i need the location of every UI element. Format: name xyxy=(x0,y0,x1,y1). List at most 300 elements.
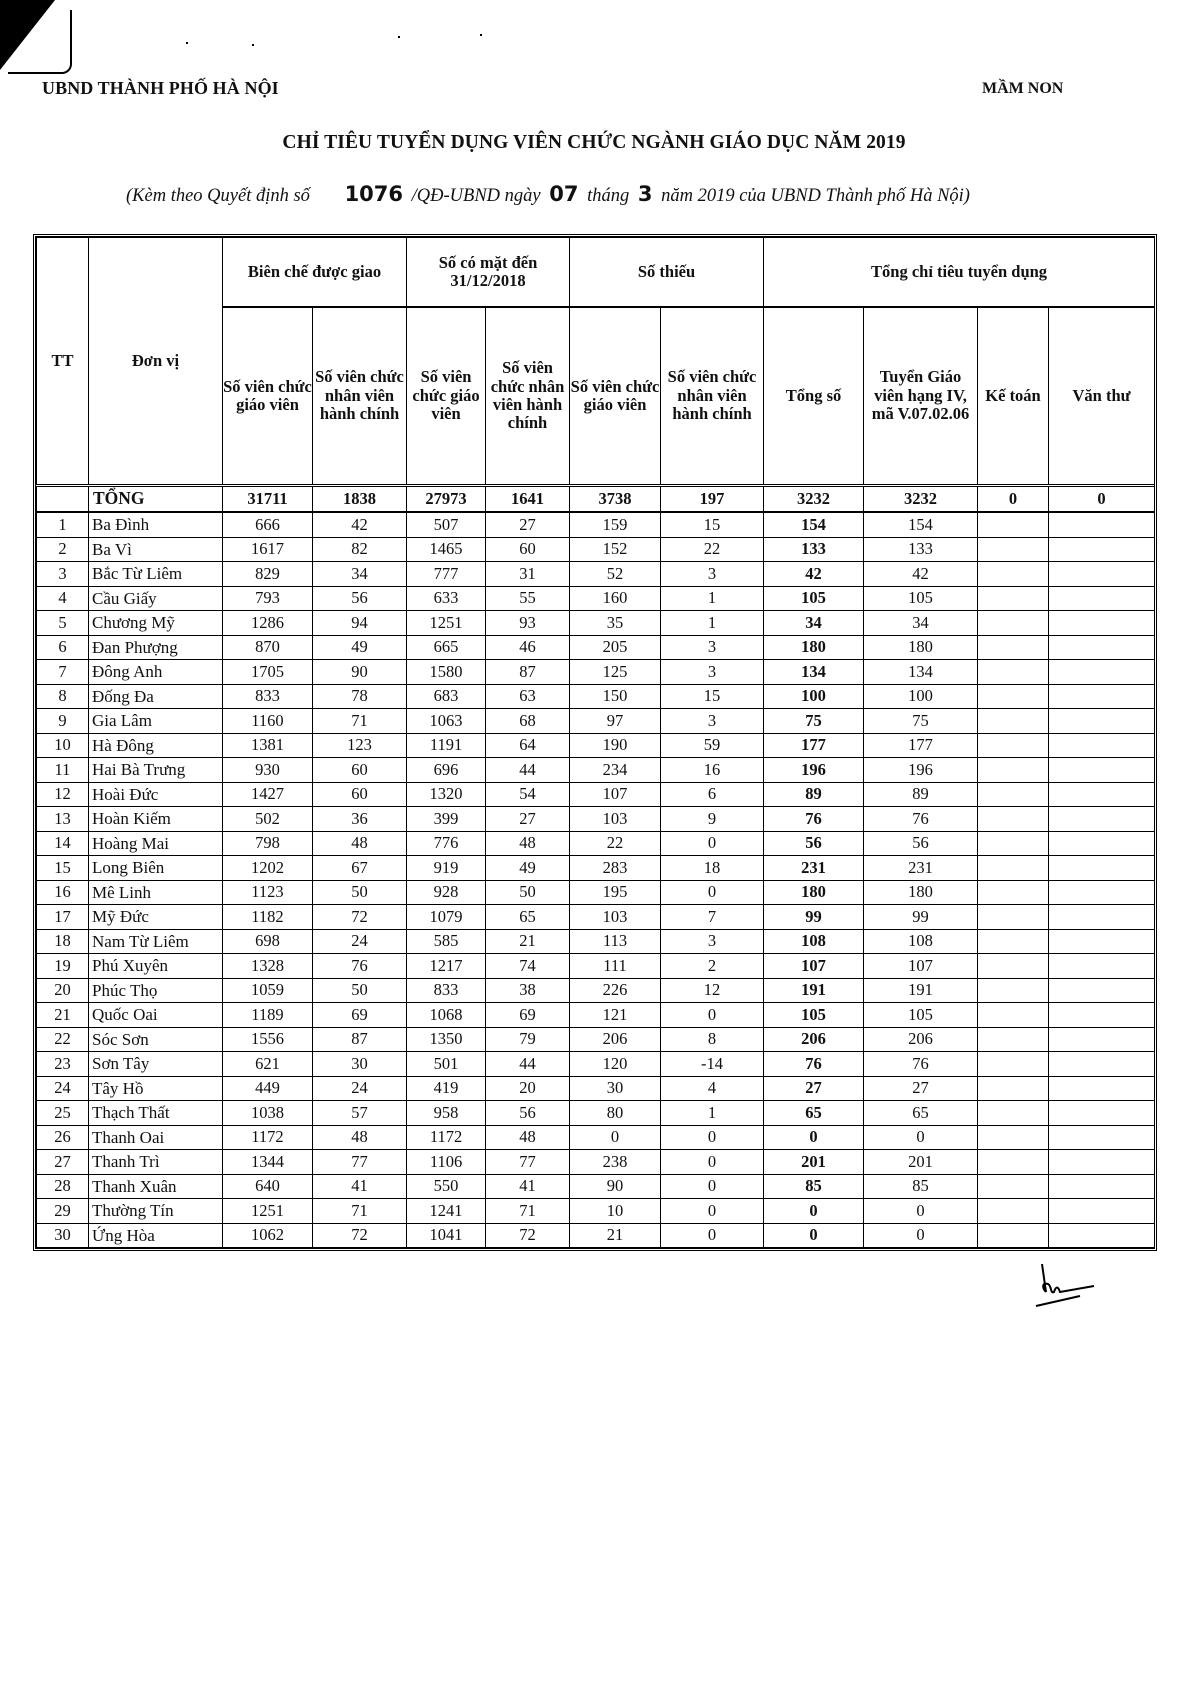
row-tt: 21 xyxy=(37,1003,89,1028)
row-cell: 78 xyxy=(313,684,407,709)
table-row xyxy=(37,880,1155,905)
row-cell: 1079 xyxy=(407,905,486,930)
row-cell: 120 xyxy=(570,1052,661,1077)
row-cell: 108 xyxy=(864,929,978,954)
total-row xyxy=(37,486,1155,513)
row-cell: 1172 xyxy=(223,1125,313,1150)
row-cell: 34 xyxy=(764,611,864,636)
row-unit: Ba Đình xyxy=(89,512,223,537)
row-cell: 65 xyxy=(764,1101,864,1126)
row-cell xyxy=(1049,954,1155,979)
document-title: CHỈ TIÊU TUYỂN DỤNG VIÊN CHỨC NGÀNH GIÁO DỤC NĂM 2019 xyxy=(282,132,906,153)
row-cell: 234 xyxy=(570,758,661,783)
row-cell: 44 xyxy=(486,758,570,783)
row-cell: 1062 xyxy=(223,1223,313,1248)
row-cell: 100 xyxy=(864,684,978,709)
row-cell: 7 xyxy=(661,905,764,930)
row-cell: 108 xyxy=(764,929,864,954)
row-unit: Hoài Đức xyxy=(89,782,223,807)
row-cell: 76 xyxy=(764,1052,864,1077)
decision-number: 1076 xyxy=(344,182,404,206)
row-cell: 0 xyxy=(864,1125,978,1150)
row-cell: 1465 xyxy=(407,537,486,562)
table-row xyxy=(37,954,1155,979)
row-cell xyxy=(1049,709,1155,734)
row-cell xyxy=(1049,537,1155,562)
row-cell: 49 xyxy=(313,635,407,660)
row-cell: 238 xyxy=(570,1150,661,1175)
row-cell: 1106 xyxy=(407,1150,486,1175)
row-tt: 15 xyxy=(37,856,89,881)
row-cell: 42 xyxy=(864,562,978,587)
row-cell: 103 xyxy=(570,807,661,832)
row-unit: Long Biên xyxy=(89,856,223,881)
row-tt: 14 xyxy=(37,831,89,856)
row-cell: 0 xyxy=(661,1003,764,1028)
row-cell: 0 xyxy=(864,1223,978,1248)
row-tt: 30 xyxy=(37,1223,89,1248)
row-cell xyxy=(1049,562,1155,587)
row-cell: 206 xyxy=(764,1027,864,1052)
education-level-label: MẦM NON xyxy=(982,80,1064,97)
row-cell: 76 xyxy=(864,1052,978,1077)
row-cell: 85 xyxy=(864,1174,978,1199)
row-cell xyxy=(978,954,1049,979)
document-subtitle xyxy=(126,182,970,207)
group-header-present: Số có mặt đến 31/12/2018 xyxy=(407,238,570,308)
row-cell: 776 xyxy=(407,831,486,856)
row-cell: 1123 xyxy=(223,880,313,905)
row-cell xyxy=(978,1174,1049,1199)
row-cell: 201 xyxy=(864,1150,978,1175)
row-cell: 121 xyxy=(570,1003,661,1028)
row-unit: Ứng Hòa xyxy=(89,1223,223,1248)
row-cell xyxy=(978,733,1049,758)
row-cell: 87 xyxy=(486,660,570,685)
table-row xyxy=(37,782,1155,807)
row-cell xyxy=(1049,831,1155,856)
row-cell xyxy=(1049,660,1155,685)
row-tt: 8 xyxy=(37,684,89,709)
row-cell: 134 xyxy=(764,660,864,685)
scan-speck xyxy=(252,44,254,46)
row-cell: 59 xyxy=(661,733,764,758)
row-cell: 27 xyxy=(486,807,570,832)
total-cell: 3738 xyxy=(570,486,661,513)
row-tt: 17 xyxy=(37,905,89,930)
decision-day: 07 xyxy=(549,182,579,206)
row-cell: 12 xyxy=(661,978,764,1003)
row-cell: 133 xyxy=(764,537,864,562)
table-row xyxy=(37,709,1155,734)
row-cell: 1251 xyxy=(407,611,486,636)
row-cell: 105 xyxy=(864,1003,978,1028)
row-unit: Hoàng Mai xyxy=(89,831,223,856)
row-cell: 125 xyxy=(570,660,661,685)
row-cell xyxy=(978,1150,1049,1175)
row-cell xyxy=(1049,611,1155,636)
row-cell: 231 xyxy=(864,856,978,881)
row-cell: 55 xyxy=(486,586,570,611)
row-cell xyxy=(978,1101,1049,1126)
row-cell: 27 xyxy=(764,1076,864,1101)
row-cell: 1191 xyxy=(407,733,486,758)
row-cell xyxy=(978,1027,1049,1052)
row-cell: 177 xyxy=(764,733,864,758)
row-cell: 107 xyxy=(764,954,864,979)
row-cell: 76 xyxy=(864,807,978,832)
row-cell xyxy=(1049,856,1155,881)
row-unit: Hà Đông xyxy=(89,733,223,758)
row-cell xyxy=(1049,880,1155,905)
col-header-recruit-accountant: Kế toán xyxy=(978,307,1049,486)
row-unit: Hoàn Kiếm xyxy=(89,807,223,832)
row-cell xyxy=(978,684,1049,709)
row-cell: 79 xyxy=(486,1027,570,1052)
row-cell: 502 xyxy=(223,807,313,832)
row-cell: 1344 xyxy=(223,1150,313,1175)
row-cell: 683 xyxy=(407,684,486,709)
row-unit: Quốc Oai xyxy=(89,1003,223,1028)
row-cell: 69 xyxy=(313,1003,407,1028)
row-cell: 105 xyxy=(764,1003,864,1028)
row-unit: Đan Phượng xyxy=(89,635,223,660)
row-cell: 1617 xyxy=(223,537,313,562)
col-header-shortage-teachers: Số viên chức giáo viên xyxy=(570,307,661,486)
row-cell: 50 xyxy=(313,880,407,905)
col-header-recruit-teachers: Tuyển Giáo viên hạng IV, mã V.07.02.06 xyxy=(864,307,978,486)
row-cell: 206 xyxy=(570,1027,661,1052)
row-cell: 100 xyxy=(764,684,864,709)
table-row xyxy=(37,586,1155,611)
row-unit: Sơn Tây xyxy=(89,1052,223,1077)
row-cell: 152 xyxy=(570,537,661,562)
row-cell: 24 xyxy=(313,1076,407,1101)
row-unit: Sóc Sơn xyxy=(89,1027,223,1052)
row-cell: 1063 xyxy=(407,709,486,734)
row-cell: 226 xyxy=(570,978,661,1003)
row-cell: 2 xyxy=(661,954,764,979)
row-cell: 696 xyxy=(407,758,486,783)
row-cell: 71 xyxy=(313,1199,407,1224)
row-cell: 30 xyxy=(570,1076,661,1101)
row-cell: 3 xyxy=(661,660,764,685)
row-cell: 133 xyxy=(864,537,978,562)
row-tt: 27 xyxy=(37,1150,89,1175)
row-tt: 3 xyxy=(37,562,89,587)
row-cell: 206 xyxy=(864,1027,978,1052)
row-cell: 585 xyxy=(407,929,486,954)
row-cell: 35 xyxy=(570,611,661,636)
signature-mark xyxy=(1034,1262,1114,1312)
row-cell: 60 xyxy=(313,758,407,783)
row-cell: 0 xyxy=(570,1125,661,1150)
row-cell xyxy=(1049,782,1155,807)
row-cell: -14 xyxy=(661,1052,764,1077)
row-cell xyxy=(1049,1052,1155,1077)
row-cell: 640 xyxy=(223,1174,313,1199)
row-cell: 99 xyxy=(864,905,978,930)
table-row xyxy=(37,1027,1155,1052)
row-cell: 56 xyxy=(313,586,407,611)
row-tt: 13 xyxy=(37,807,89,832)
row-tt: 25 xyxy=(37,1101,89,1126)
row-cell: 10 xyxy=(570,1199,661,1224)
row-cell: 67 xyxy=(313,856,407,881)
row-cell: 22 xyxy=(570,831,661,856)
row-cell: 48 xyxy=(486,1125,570,1150)
row-cell: 833 xyxy=(223,684,313,709)
row-unit: Mỹ Đức xyxy=(89,905,223,930)
row-cell: 74 xyxy=(486,954,570,979)
row-cell: 0 xyxy=(764,1125,864,1150)
row-cell: 60 xyxy=(313,782,407,807)
row-cell: 0 xyxy=(764,1223,864,1248)
row-unit: Phú Xuyên xyxy=(89,954,223,979)
row-cell: 69 xyxy=(486,1003,570,1028)
row-cell: 56 xyxy=(864,831,978,856)
total-cell: 1641 xyxy=(486,486,570,513)
row-cell xyxy=(978,1076,1049,1101)
row-cell: 6 xyxy=(661,782,764,807)
row-cell: 1427 xyxy=(223,782,313,807)
table-row xyxy=(37,1003,1155,1028)
row-cell: 89 xyxy=(764,782,864,807)
total-cell: 3232 xyxy=(764,486,864,513)
row-tt: 11 xyxy=(37,758,89,783)
row-cell xyxy=(1049,1003,1155,1028)
row-cell: 154 xyxy=(764,512,864,537)
row-cell: 48 xyxy=(313,831,407,856)
row-unit: Nam Từ Liêm xyxy=(89,929,223,954)
row-cell: 93 xyxy=(486,611,570,636)
row-cell: 90 xyxy=(313,660,407,685)
table-row xyxy=(37,733,1155,758)
row-cell: 205 xyxy=(570,635,661,660)
row-cell: 419 xyxy=(407,1076,486,1101)
row-cell: 1 xyxy=(661,1101,764,1126)
row-cell: 1580 xyxy=(407,660,486,685)
row-cell: 21 xyxy=(570,1223,661,1248)
row-cell: 4 xyxy=(661,1076,764,1101)
col-header-present-teachers: Số viên chức giáo viên xyxy=(407,307,486,486)
table-row xyxy=(37,684,1155,709)
row-cell xyxy=(978,978,1049,1003)
row-cell xyxy=(978,1199,1049,1224)
row-cell: 22 xyxy=(661,537,764,562)
row-cell: 90 xyxy=(570,1174,661,1199)
row-cell: 196 xyxy=(764,758,864,783)
row-cell: 621 xyxy=(223,1052,313,1077)
row-cell: 15 xyxy=(661,684,764,709)
row-cell: 1038 xyxy=(223,1101,313,1126)
table-row xyxy=(37,512,1155,537)
total-tt xyxy=(37,486,89,513)
row-cell: 1068 xyxy=(407,1003,486,1028)
row-cell: 76 xyxy=(313,954,407,979)
row-unit: Đông Anh xyxy=(89,660,223,685)
row-cell: 550 xyxy=(407,1174,486,1199)
row-cell: 1 xyxy=(661,586,764,611)
table-row xyxy=(37,562,1155,587)
row-cell: 52 xyxy=(570,562,661,587)
row-unit: Thanh Xuân xyxy=(89,1174,223,1199)
row-cell: 1182 xyxy=(223,905,313,930)
row-cell: 42 xyxy=(313,512,407,537)
row-cell: 3 xyxy=(661,562,764,587)
row-cell xyxy=(1049,635,1155,660)
scan-corner-curl xyxy=(8,10,72,74)
row-tt: 23 xyxy=(37,1052,89,1077)
row-cell: 113 xyxy=(570,929,661,954)
row-cell: 1160 xyxy=(223,709,313,734)
row-cell xyxy=(1049,1076,1155,1101)
row-cell: 56 xyxy=(764,831,864,856)
row-cell: 180 xyxy=(764,880,864,905)
group-header-shortage: Số thiếu xyxy=(570,238,764,308)
row-cell: 34 xyxy=(313,562,407,587)
row-tt: 5 xyxy=(37,611,89,636)
row-cell: 798 xyxy=(223,831,313,856)
row-cell: 507 xyxy=(407,512,486,537)
row-cell: 919 xyxy=(407,856,486,881)
row-tt: 7 xyxy=(37,660,89,685)
row-unit: Tây Hồ xyxy=(89,1076,223,1101)
row-unit: Phúc Thọ xyxy=(89,978,223,1003)
row-cell: 89 xyxy=(864,782,978,807)
row-cell xyxy=(978,537,1049,562)
row-cell: 8 xyxy=(661,1027,764,1052)
row-cell: 0 xyxy=(661,1199,764,1224)
row-cell xyxy=(1049,512,1155,537)
row-unit: Đống Đa xyxy=(89,684,223,709)
row-cell: 50 xyxy=(486,880,570,905)
table-row xyxy=(37,856,1155,881)
row-cell: 1041 xyxy=(407,1223,486,1248)
row-cell xyxy=(978,512,1049,537)
row-cell: 105 xyxy=(764,586,864,611)
row-tt: 1 xyxy=(37,512,89,537)
row-cell: 0 xyxy=(764,1199,864,1224)
row-cell: 666 xyxy=(223,512,313,537)
row-cell: 0 xyxy=(661,1150,764,1175)
row-cell xyxy=(1049,1199,1155,1224)
table-row xyxy=(37,758,1155,783)
row-cell: 231 xyxy=(764,856,864,881)
row-cell: 829 xyxy=(223,562,313,587)
row-cell xyxy=(1049,1174,1155,1199)
row-tt: 20 xyxy=(37,978,89,1003)
row-cell: 107 xyxy=(570,782,661,807)
row-cell: 134 xyxy=(864,660,978,685)
row-cell: 180 xyxy=(764,635,864,660)
group-header-recruit: Tổng chỉ tiêu tuyển dụng xyxy=(764,238,1155,308)
row-cell: 20 xyxy=(486,1076,570,1101)
row-unit: Chương Mỹ xyxy=(89,611,223,636)
row-cell xyxy=(1049,1150,1155,1175)
row-unit: Mê Linh xyxy=(89,880,223,905)
row-cell: 44 xyxy=(486,1052,570,1077)
row-cell: 97 xyxy=(570,709,661,734)
row-cell: 103 xyxy=(570,905,661,930)
total-cell: 0 xyxy=(1049,486,1155,513)
row-cell xyxy=(978,856,1049,881)
row-cell: 68 xyxy=(486,709,570,734)
col-header-recruit-clerk: Văn thư xyxy=(1049,307,1155,486)
row-cell: 793 xyxy=(223,586,313,611)
row-cell xyxy=(978,929,1049,954)
table-row xyxy=(37,1199,1155,1224)
row-cell xyxy=(978,586,1049,611)
row-cell: 99 xyxy=(764,905,864,930)
col-header-assigned-teachers: Số viên chức giáo viên xyxy=(223,307,313,486)
row-cell xyxy=(1049,978,1155,1003)
col-header-recruit-total: Tổng số xyxy=(764,307,864,486)
row-cell xyxy=(1049,1223,1155,1248)
row-cell xyxy=(1049,758,1155,783)
row-cell: 107 xyxy=(864,954,978,979)
table-row xyxy=(37,807,1155,832)
row-cell xyxy=(1049,1101,1155,1126)
col-header-present-admin: Số viên chức nhân viên hành chính xyxy=(486,307,570,486)
row-cell: 72 xyxy=(313,1223,407,1248)
row-cell xyxy=(978,1125,1049,1150)
row-unit: Thường Tín xyxy=(89,1199,223,1224)
row-tt: 6 xyxy=(37,635,89,660)
row-cell: 449 xyxy=(223,1076,313,1101)
row-cell: 65 xyxy=(486,905,570,930)
row-cell xyxy=(1049,929,1155,954)
row-cell: 71 xyxy=(313,709,407,734)
row-tt: 10 xyxy=(37,733,89,758)
scan-speck xyxy=(398,36,400,38)
row-cell: 80 xyxy=(570,1101,661,1126)
row-cell: 1251 xyxy=(223,1199,313,1224)
table-row xyxy=(37,978,1155,1003)
row-cell: 1286 xyxy=(223,611,313,636)
row-tt: 29 xyxy=(37,1199,89,1224)
row-cell: 42 xyxy=(764,562,864,587)
row-cell: 1189 xyxy=(223,1003,313,1028)
scan-speck xyxy=(186,42,188,44)
table-row xyxy=(37,1052,1155,1077)
row-cell xyxy=(978,905,1049,930)
table-row xyxy=(37,537,1155,562)
row-cell: 1705 xyxy=(223,660,313,685)
row-cell: 72 xyxy=(313,905,407,930)
row-cell: 3 xyxy=(661,709,764,734)
row-tt: 9 xyxy=(37,709,89,734)
row-tt: 24 xyxy=(37,1076,89,1101)
row-cell: 15 xyxy=(661,512,764,537)
header-row-groups xyxy=(37,238,1155,308)
row-cell: 1350 xyxy=(407,1027,486,1052)
row-cell: 154 xyxy=(864,512,978,537)
row-cell: 180 xyxy=(864,880,978,905)
table-row xyxy=(37,929,1155,954)
row-cell: 41 xyxy=(313,1174,407,1199)
row-cell: 46 xyxy=(486,635,570,660)
table-row xyxy=(37,1125,1155,1150)
col-header-unit: Đơn vị xyxy=(89,238,223,486)
row-cell: 777 xyxy=(407,562,486,587)
row-cell xyxy=(978,635,1049,660)
total-label: TỔNG xyxy=(89,486,223,513)
row-tt: 26 xyxy=(37,1125,89,1150)
table-row xyxy=(37,1076,1155,1101)
row-cell: 190 xyxy=(570,733,661,758)
table-row xyxy=(37,1174,1155,1199)
